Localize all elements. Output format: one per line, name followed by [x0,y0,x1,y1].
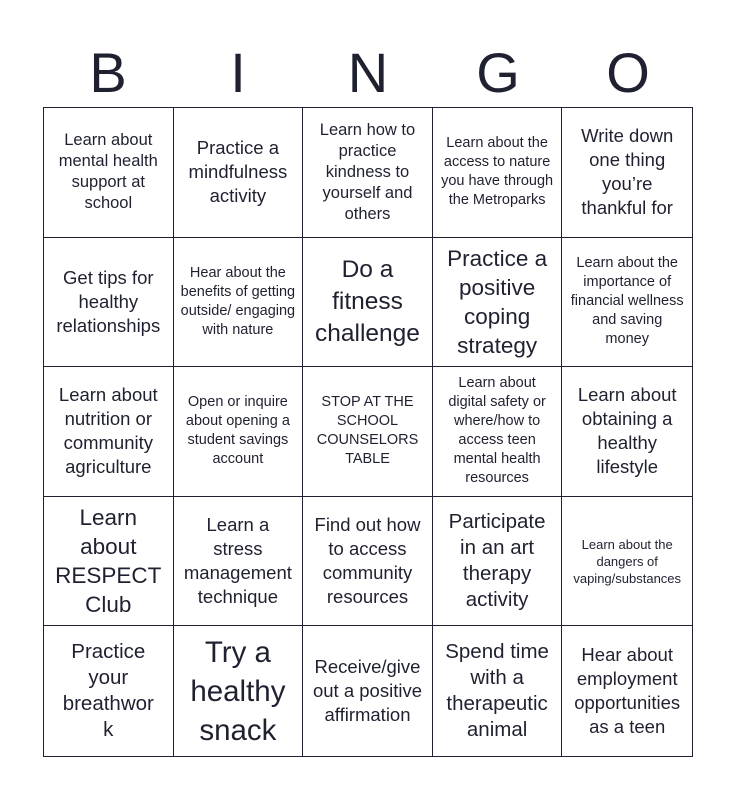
bingo-cell-text: Hear about the benefits of getting outside/ engaging with nature [180,264,296,338]
bingo-cell[interactable] [303,108,433,238]
bingo-cell[interactable] [174,108,304,238]
bingo-cell[interactable] [174,497,304,627]
header-letter-g: G [476,41,520,104]
bingo-cell[interactable] [174,626,304,756]
bingo-cell-text: Do a fitness challenge [315,255,420,347]
bingo-cell-text: Learn about mental health support at school [58,131,158,213]
bingo-cell-text: Learn about digital safety or where/how to access teen mental health resources [448,375,546,487]
header-letter-o: O [606,41,650,104]
bingo-cell[interactable] [303,238,433,368]
bingo-cell[interactable] [562,108,692,238]
bingo-cell[interactable] [44,497,174,627]
bingo-cell-text: Learn about obtaining a healthy lifestyle [577,384,677,478]
bingo-cell[interactable] [303,497,433,627]
bingo-cell[interactable] [562,367,692,497]
bingo-cell[interactable] [44,367,174,497]
bingo-cell[interactable] [433,108,563,238]
bingo-cell-text: Spend time with a therapeutic animal [445,640,549,742]
bingo-cell[interactable] [174,238,304,368]
bingo-cell[interactable] [562,497,692,627]
bingo-cell-text: Learn how to practice kindness to yourself and others [319,120,416,223]
bingo-cell-text: Learn about nutrition or community agriculture [58,384,158,478]
bingo-cell[interactable] [303,626,433,756]
bingo-cell[interactable] [44,626,174,756]
bingo-cell-text: Get tips for healthy relationships [56,266,161,336]
bingo-cell-text: Try a healthy snack [190,635,286,747]
bingo-cell[interactable] [303,367,433,497]
bingo-cell-text: Practice a positive coping strategy [447,245,548,358]
bingo-cell[interactable] [433,626,563,756]
bingo-header [43,38,693,108]
bingo-cell-text: Write down one thing you’re thankful for [581,125,674,219]
bingo-cell-text: Learn about the importance of financial wellness and saving money [570,255,684,348]
bingo-cell[interactable] [44,238,174,368]
bingo-cell-text: Learn a stress management technique [183,514,292,608]
bingo-cell-text: Find out how to access community resources [314,514,421,608]
bingo-cell-text: STOP AT THE SCHOOL COUNSELORS TABLE [316,394,419,468]
bingo-board [43,107,693,757]
bingo-cell-text: Learn about RESPECT Club [55,505,162,618]
bingo-cell[interactable] [433,238,563,368]
bingo-cell[interactable] [562,626,692,756]
bingo-cell[interactable] [433,497,563,627]
header-letter-i: I [230,41,246,104]
bingo-cell-text: Open or inquire about opening a student savings account [185,394,290,468]
header-letter-n: N [347,41,389,104]
bingo-cell-text: Learn about the dangers of vaping/substances [573,536,682,586]
bingo-cell-text: Learn about the access to nature you have through the Metroparks [441,135,554,209]
bingo-cell-text: Practice a mindfulness activity [188,137,288,207]
bingo-cell[interactable] [562,238,692,368]
header-letter-b: B [89,41,127,104]
bingo-cell[interactable] [433,367,563,497]
bingo-cell-text: Practice your breathwork [62,640,154,742]
bingo-cell[interactable] [44,108,174,238]
bingo-cell-text: Hear about employment opportunities as a teen [574,644,681,738]
bingo-cell[interactable] [174,367,304,497]
bingo-cell-text: Participate in an art therapy activity [448,510,546,612]
bingo-cell-text: Receive/give out a positive affirmation [312,656,422,726]
